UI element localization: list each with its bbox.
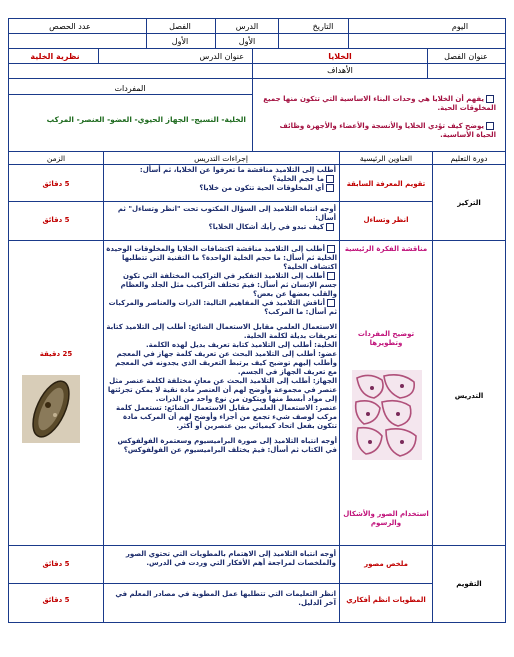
- divider: [348, 18, 349, 48]
- divider: [8, 33, 506, 34]
- lesson-title-label: عنوان الدرس: [199, 52, 244, 61]
- row-a-procedure: أطلب إلى التلاميذ مناقشة ما تعرفوا عن الخلايا، ثم أسأل: ما حجم الخلية؟ أي المخلوقات الحية تتكون من خلايا؟: [139, 166, 336, 192]
- chapter-label: الفصل: [169, 22, 191, 31]
- row-c-time: 25 دقيقة: [39, 350, 73, 358]
- divider: [432, 545, 506, 546]
- paramecium-vacuole: [53, 413, 57, 417]
- tissue-image: [352, 370, 422, 460]
- divider: [8, 18, 506, 19]
- sessions-label: عدد الحصص: [49, 22, 91, 31]
- row-c-title-images: استخدام الصور والأشكال والرسوم: [343, 510, 429, 527]
- phase-focus: التركيز: [457, 199, 481, 207]
- divider: [8, 78, 506, 79]
- divider: [98, 48, 99, 63]
- titles-head: العناوين الرئيسية: [359, 154, 413, 163]
- divider: [8, 583, 432, 584]
- divider: [8, 201, 432, 202]
- row-e-title: المطويات انظم أفكاري: [346, 596, 426, 604]
- checkbox-icon: [486, 122, 494, 130]
- divider: [8, 48, 506, 49]
- divider: [432, 151, 433, 623]
- lesson-title-value: نظرية الخلية: [30, 52, 80, 61]
- row-e-time: 5 دقائق: [42, 596, 70, 604]
- tissue-background: [352, 370, 422, 460]
- row-d-time: 5 دقائق: [42, 560, 70, 568]
- procedures-head: إجراءات التدريس: [194, 154, 248, 163]
- time-head: الزمن: [46, 154, 66, 163]
- checkbox-icon: [327, 272, 335, 280]
- vocab-value: الخلية- النسيج- الجهاز الحيوي- العضو- العنصر- المركب: [46, 115, 246, 124]
- divider: [8, 94, 252, 95]
- goal-1: يفهم أن الخلايا هي وحدات البناء الاساسية التي تتكون منها جميع المخلوقات الحية.: [263, 95, 496, 112]
- checkbox-icon: [326, 175, 334, 183]
- divider: [427, 48, 428, 78]
- chapter-title-value: الخلايا: [328, 52, 352, 61]
- row-e-procedure: انظر التعليمات التي تتطلبها عمل المطوية في مصادر المعلم في آخر الدليل.: [115, 590, 336, 607]
- divider: [278, 18, 279, 48]
- phase-assess: التقويم: [456, 580, 482, 588]
- checkbox-icon: [486, 95, 494, 103]
- row-a-time: 5 دقائق: [42, 180, 70, 188]
- row-a-title: تقويم المعرفة السابقة: [346, 180, 426, 188]
- divider: [432, 240, 506, 241]
- divider: [8, 545, 432, 546]
- row-c-procedure: أطلب إلى التلاميذ مناقشة اكتشافات الخلايا والمخلوقات الوحيدة الخلية ثم أسأل: ما حجم الخلية الواحدة؟ ما التقنية التي تتطلبها اكتشاف الخلية؟ أطلب إلى التلاميذ التفكير في التراكيب المختلفة التي تكون جسم الإنسان ثم أسأل: فيمَ تختلف التراكيب مثل الجلد والعظام والقلب بعضها عن بعض؟ أناقش التلاميذ في المفاهيم التالية: الذرات والعناصر والمركبات ثم أسأل: ما المركب؟ الاستعمال العلمي مقابل الاستعمال الشائع: أطلب إلى التلاميذ كتابة تعريفات بديلة لكلمة الخلية. الخلية: أطلب إلى التلاميذ كتابة تعريف بديل لهذه الكلمة. عضو: أطلب إلى التلاميذ البحث عن تعريف كلمة جهاز في المعجم وأطلب إليهم توضيح كيف يرتبط التعريف الذي يجدونه في المعجم مع تعريف الجهاز في الجسم. الجهاز: أطلب إلى التلاميذ البحث عن معانٍ مختلفة لكلمة عنصر مثل عنصر في مجموعة وأوضح لهم أن العنصر مادة نقية لا يمكن تجزئتها إلى مواد أبسط منها ويتكون من نوع واحد من الذرات. عنصر: الاستعمال العلمي مقابل الاستعمال الشائع: تستعمل كلمة مركب لوصف شيء تجمع من أجزاء وأوضح لهم أن المركب مادة تتكون بفعل اتحاد كيميائي بين عنصرين أو أكثر. أوجه انتباه التلاميذ إلى صورة البراميسيوم وسعتمرة الفولفوكس في الكتاب ثم أسأل: فيمَ يختلف البراميسيوم عن الفولفوكس؟: [106, 245, 337, 454]
- row-d-procedure: أوجه انتباه التلاميذ إلى الاهتمام بالمطويات التي تحتوي الصور والملخصات لمراجعة أهم الأفكار التي وردت في الدرس.: [125, 550, 336, 567]
- goals-heading: الأهداف: [327, 66, 353, 75]
- divider: [215, 18, 216, 48]
- goal-2: يوضح كيف تؤدي الخلايا والأنسجة والأعضاء والأجهزة وظائف الحياة الأساسية.: [279, 122, 496, 139]
- divider: [146, 18, 147, 48]
- checkbox-icon: [326, 223, 334, 231]
- paramecium-nucleus: [45, 402, 51, 408]
- paramecium-image: [22, 375, 80, 443]
- divider: [252, 48, 253, 63]
- row-c-title-vocab: توضيح المفردات وتطويرها: [357, 330, 415, 347]
- divider: [252, 63, 253, 151]
- checkbox-icon: [327, 245, 335, 253]
- divider: [8, 240, 432, 241]
- row-b-title: انظر وتساءل: [363, 216, 409, 224]
- divider: [339, 151, 340, 623]
- vocab-heading: المفردات: [114, 84, 146, 93]
- phase-teach: التدريس: [454, 392, 484, 400]
- row-b-time: 5 دقائق: [42, 216, 70, 224]
- checkbox-icon: [326, 184, 334, 192]
- chapter-value: الأول: [171, 37, 189, 46]
- row-c-title-main: مناقشة الفكرة الرئيسية: [344, 245, 428, 253]
- row-b-procedure: أوجه انتباه التلاميذ إلى السؤال المكتوب تحت "انظر وتساءل" ثم أسأل: كيف تبدو في رأيك أشكال الخلايا؟: [117, 205, 336, 231]
- date-label: التاريخ: [312, 22, 334, 31]
- lesson-value: الأول: [238, 37, 256, 46]
- cycle-head: دورة التعليم: [450, 154, 488, 163]
- checkbox-icon: [327, 299, 335, 307]
- chapter-title-label: عنوان الفصل: [444, 52, 488, 61]
- divider: [103, 151, 104, 623]
- lesson-label: الدرس: [235, 22, 259, 31]
- divider: [8, 63, 506, 64]
- row-d-title: ملخص مصور: [364, 560, 408, 568]
- day-label: اليوم: [451, 22, 469, 31]
